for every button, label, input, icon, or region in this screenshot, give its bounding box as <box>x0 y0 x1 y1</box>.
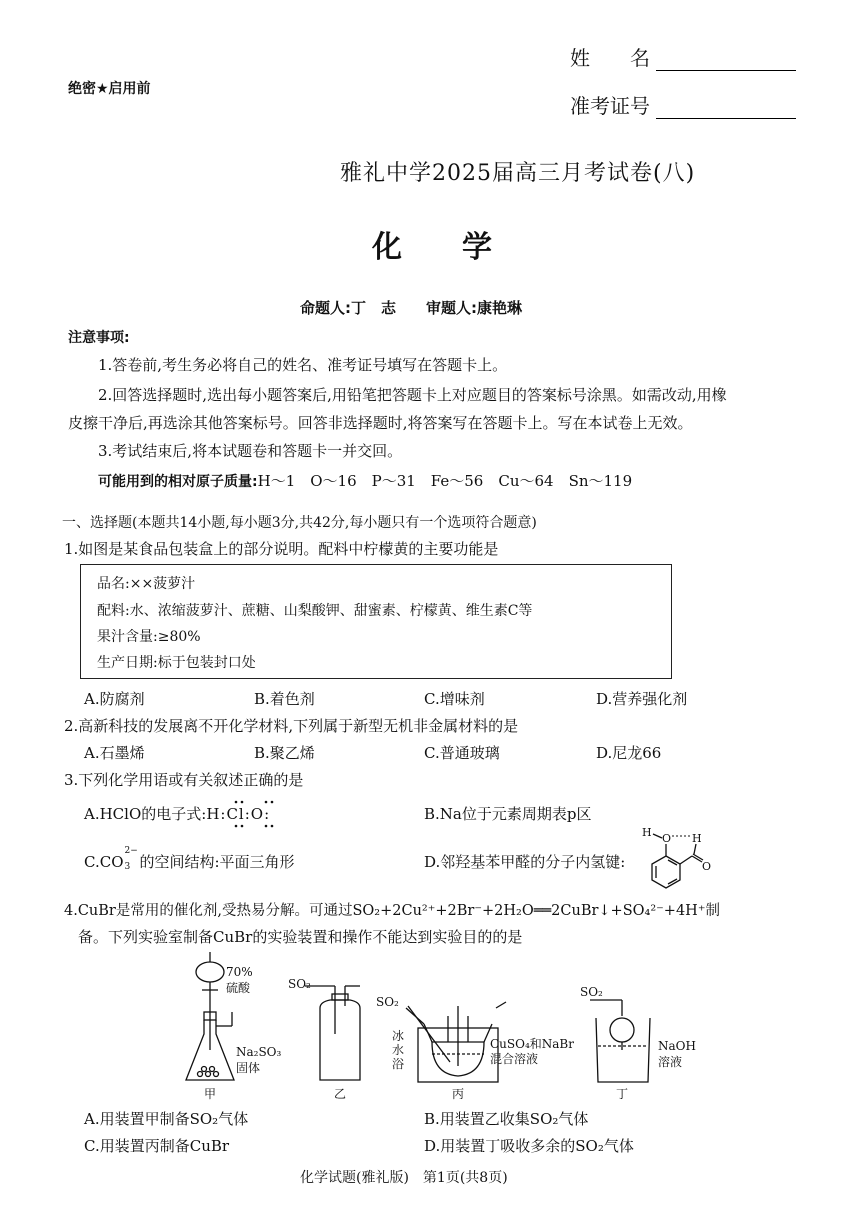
caption-ding: 丁 <box>616 1087 629 1100</box>
q2-option-b[interactable]: B.聚乙烯 <box>254 744 315 762</box>
label-solid: 固体 <box>236 1061 261 1075</box>
name-label: 姓 名 <box>570 46 650 70</box>
label-cuso4: CuSO₄和NaBr <box>490 1037 574 1051</box>
label-acid-percent: 70% <box>226 965 253 979</box>
id-label: 准考证号 <box>570 94 650 118</box>
q3-option-c-pre: C.CO <box>84 853 124 871</box>
label-so2-yi: SO₂ <box>288 977 311 991</box>
apparatus-ding <box>590 1000 650 1082</box>
q1-option-b[interactable]: B.着色剂 <box>254 690 315 708</box>
atomic-mass-values: H～1 O～16 P～31 Fe～56 Cu～64 Sn～119 <box>257 472 633 490</box>
q4-stem-1: 4.CuBr是常用的催化剂,受热易分解。可通过SO₂+2Cu²⁺+2Br⁻+2H₂O══2CuBr↓+SO₄²⁻+4H⁺制 <box>64 903 720 919</box>
label-ice-1: 冰 <box>392 1029 405 1043</box>
q2-option-a[interactable]: A.石墨烯 <box>84 744 145 762</box>
note-3: 3.考试结束后,将本试题卷和答题卡一并交回。 <box>98 442 403 460</box>
hclo-electron-formula: H:Cl:O: <box>206 805 271 823</box>
notes-heading: 注意事项: <box>68 330 130 346</box>
svg-text:O: O <box>662 832 672 845</box>
q3-stem: 3.下列化学用语或有关叙述正确的是 <box>64 771 304 789</box>
q2-option-c[interactable]: C.普通玻璃 <box>424 744 500 762</box>
co3-charge <box>124 846 140 872</box>
q4-option-d[interactable]: D.用装置丁吸收多余的SO₂气体 <box>424 1137 634 1155</box>
label-acid: 硫酸 <box>226 981 251 995</box>
id-blank <box>656 96 796 119</box>
name-field <box>570 42 796 71</box>
atomic-mass-label: 可能用到的相对原子质量: <box>98 474 258 490</box>
label-mixed: 混合溶液 <box>490 1052 539 1066</box>
note-2: 2.回答选择题时,选出每小题答案后,用铅笔把答题卡上对应题目的答案标号涂黑。如需改动,用橡 <box>98 386 727 404</box>
q3-option-d[interactable]: D.邻羟基苯甲醛的分子内氢键: <box>424 853 626 871</box>
q1-option-a[interactable]: A.防腐剂 <box>84 690 145 708</box>
q3-option-c-post: 的空间结构:平面三角形 <box>139 853 295 871</box>
note-1: 1.答卷前,考生务必将自己的姓名、准考证号填写在答题卡上。 <box>98 356 508 374</box>
svg-text:H: H <box>642 826 652 839</box>
salicylaldehyde-structure-icon <box>640 826 712 890</box>
apparatus-yi <box>305 986 360 1080</box>
secret-label: 绝密★启用前 <box>68 81 151 97</box>
caption-bing: 丙 <box>452 1087 465 1100</box>
authors: 命题人:丁 志 审题人:康艳琳 <box>300 299 522 317</box>
label-ice-3: 浴 <box>392 1057 405 1071</box>
electron-dots-icon <box>222 798 292 832</box>
svg-text:O: O <box>702 860 712 873</box>
id-field <box>570 90 796 119</box>
q1-stem: 1.如图是某食品包装盒上的部分说明。配料中柠檬黄的主要功能是 <box>64 540 499 558</box>
label-naoh: NaOH <box>658 1039 696 1053</box>
q3-option-c[interactable] <box>84 846 295 872</box>
label-so2-bing: SO₂ <box>376 995 399 1009</box>
q1-box-line-1: 品名:××菠萝汁 <box>97 576 196 592</box>
q4-apparatus-figure <box>170 950 730 1100</box>
q1-option-d[interactable]: D.营养强化剂 <box>596 690 688 708</box>
name-blank <box>656 48 796 71</box>
q3-option-a-text: A.HClO的电子式: <box>84 805 207 823</box>
co3-subscript: 3 <box>124 862 131 872</box>
q1-box-line-4: 生产日期:标于包装封口处 <box>97 655 256 671</box>
q4-stem-2: 备。下列实验室制备CuBr的实验装置和操作不能达到实验目的的是 <box>78 928 523 946</box>
page-footer: 化学试题(雅礼版) 第1页(共8页) <box>300 1170 508 1186</box>
q2-stem: 2.高新科技的发展离不开化学材料,下列属于新型无机非金属材料的是 <box>64 717 519 735</box>
q1-label-box <box>80 564 672 679</box>
q4-option-c[interactable]: C.用装置丙制备CuBr <box>84 1137 230 1155</box>
label-so2-ding: SO₂ <box>580 985 603 999</box>
atomic-mass <box>98 470 632 491</box>
label-ice-2: 水 <box>392 1043 405 1057</box>
subject-title: 化 学 <box>372 230 492 265</box>
co3-superscript: 2− <box>124 846 138 856</box>
note-2-cont: 皮擦干净后,再选涂其他答案标号。回答非选择题时,将答案写在答题卡上。写在本试卷上无效。 <box>68 414 693 432</box>
caption-yi: 乙 <box>334 1087 347 1100</box>
q3-option-b[interactable]: B.Na位于元素周期表p区 <box>424 805 592 823</box>
label-na2so3: Na₂SO₃ <box>236 1045 282 1059</box>
exam-title: 雅礼中学2025届高三月考试卷(八) <box>340 161 696 186</box>
section-heading: 一、选择题(本题共14小题,每小题3分,共42分,每小题只有一个选项符合题意) <box>62 515 537 531</box>
label-solution: 溶液 <box>658 1055 683 1069</box>
q1-box-line-2: 配料:水、浓缩菠萝汁、蔗糖、山梨酸钾、甜蜜素、柠檬黄、维生素C等 <box>97 603 533 619</box>
q4-option-b[interactable]: B.用装置乙收集SO₂气体 <box>424 1110 589 1128</box>
q4-option-a[interactable]: A.用装置甲制备SO₂气体 <box>84 1110 249 1128</box>
caption-jia: 甲 <box>204 1087 217 1100</box>
q1-box-line-3: 果汁含量:≥80% <box>97 629 201 645</box>
q1-option-c[interactable]: C.增味剂 <box>424 690 485 708</box>
svg-text:H: H <box>692 832 702 845</box>
q2-option-d[interactable]: D.尼龙66 <box>596 744 662 762</box>
